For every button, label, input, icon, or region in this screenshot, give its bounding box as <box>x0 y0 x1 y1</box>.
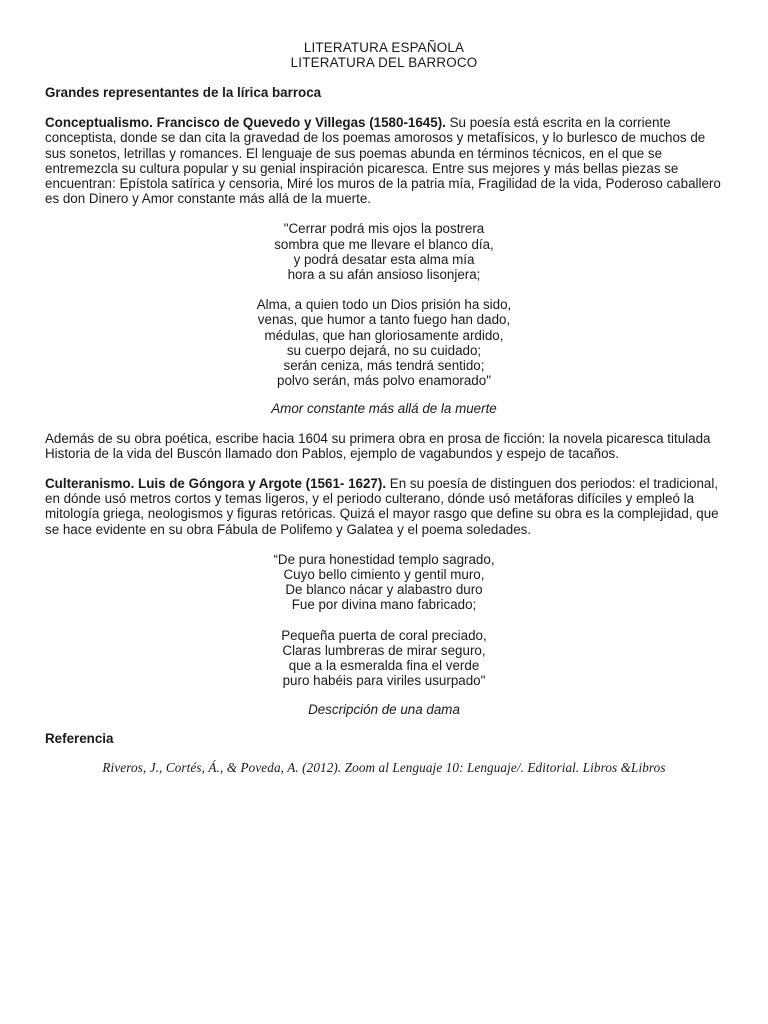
poem-line: médulas, que han gloriosamente ardido, <box>264 327 504 343</box>
poem2-title: Descripción de una dama <box>308 701 460 717</box>
reference-heading: Referencia <box>45 730 114 746</box>
poem1-title: Amor constante más allá de la muerte <box>271 401 497 417</box>
gongora-poem <box>45 552 723 689</box>
poem1-stanza-1 <box>45 221 723 282</box>
quevedo-poem <box>45 221 723 388</box>
gongora-paragraph <box>45 476 723 537</box>
poem-line: Fue por divina mano fabricado; <box>291 597 477 613</box>
poem-line: sombra que me llevare el blanco día, <box>274 236 494 252</box>
quevedo-text: Su poesía está escrita en la corriente conceptista, donde se dan cita la gravedad de los poemas amorosos y metafísicos, y lo burlesco de muchos de sus sonetos, letrillas y romances. El lenguaje de sus poemas abunda en términos técnicos, en el que se entremezcla su cultura popular y su genial inspiración picaresca. Entre sus mejores y más bellas piezas se encuentran: Epístola satírica y censoria, Miré los muros de la patria mía, Fragilidad de la vida, Poderoso caballero es don Dinero y Amor constante más allá de la muerte. <box>45 115 721 207</box>
poem-line: y podrá desatar esta alma mía <box>293 251 475 267</box>
poem-line: venas, que humor a tanto fuego han dado, <box>257 312 511 328</box>
poem-line: su cuerpo dejará, no su cuidado; <box>286 342 482 358</box>
poem1-stanza-2 <box>45 297 723 388</box>
poem-line: serán ceniza, más tendrá sentido; <box>283 358 485 374</box>
poem-line: De blanco nácar y alabastro duro <box>285 582 483 598</box>
poem-line: polvo serán, más polvo enamorado" <box>277 373 491 389</box>
quevedo-heading: Conceptualismo. Francisco de Quevedo y Villegas (1580-1645). <box>45 115 446 131</box>
poem-line: “De pura honestidad templo sagrado, <box>273 551 495 567</box>
buscon-paragraph: Además de su obra poética, escribe hacia 1604 su primera obra en prosa de ficción: la novela picaresca titulada Historia de la vida del Buscón llamado don Pablos, ejemplo de vagabundos y espejo de tacaños. <box>45 430 711 461</box>
poem-line: hora a su afán ansioso lisonjera; <box>287 267 481 283</box>
poem2-stanza-1 <box>45 552 723 613</box>
document-title-1: LITERATURA ESPAÑOLA <box>303 40 465 55</box>
gongora-text: En su poesía de distinguen dos periodos: el tradicional, en dónde usó metros cortos y temas ligeros, y el periodo culterano, dónde usó metáforas difíciles y empleó la mitología griega, neologismos y figuras retóricas. Quizá el mayor rasgo que define su obra es la complejidad, que se hace evidente en su obra Fábula de Polifemo y Galatea y el poema soledades. <box>45 476 719 537</box>
poem2-stanza-2 <box>45 628 723 689</box>
poem-line: que a la esmeralda fina el verde <box>288 658 480 674</box>
document-title-2: LITERATURA DEL BARROCO <box>290 55 478 70</box>
document-page <box>45 40 723 775</box>
quevedo-paragraph <box>45 115 723 206</box>
poem-line: Claras lumbreras de mirar seguro, <box>282 642 486 658</box>
gongora-heading: Culteranismo. Luis de Góngora y Argote (1561- 1627). <box>45 476 387 492</box>
poem-line: Alma, a quien todo un Dios prisión ha sido, <box>256 297 512 313</box>
reference-citation: Riveros, J., Cortés, Á., & Poveda, A. (2012). Zoom al Lenguaje 10: Lenguaje/. Editorial. Libros &Libros <box>102 759 666 775</box>
poem-line: puro habéis para viriles usurpado" <box>282 673 486 689</box>
poem-line: Pequeña puerta de coral preciado, <box>281 627 487 643</box>
poem-line: "Cerrar podrá mis ojos la postrera <box>283 221 485 237</box>
poem-line: Cuyo bello cimiento y gentil muro, <box>283 567 485 583</box>
section-heading: Grandes representantes de la lírica barroca <box>45 85 322 100</box>
